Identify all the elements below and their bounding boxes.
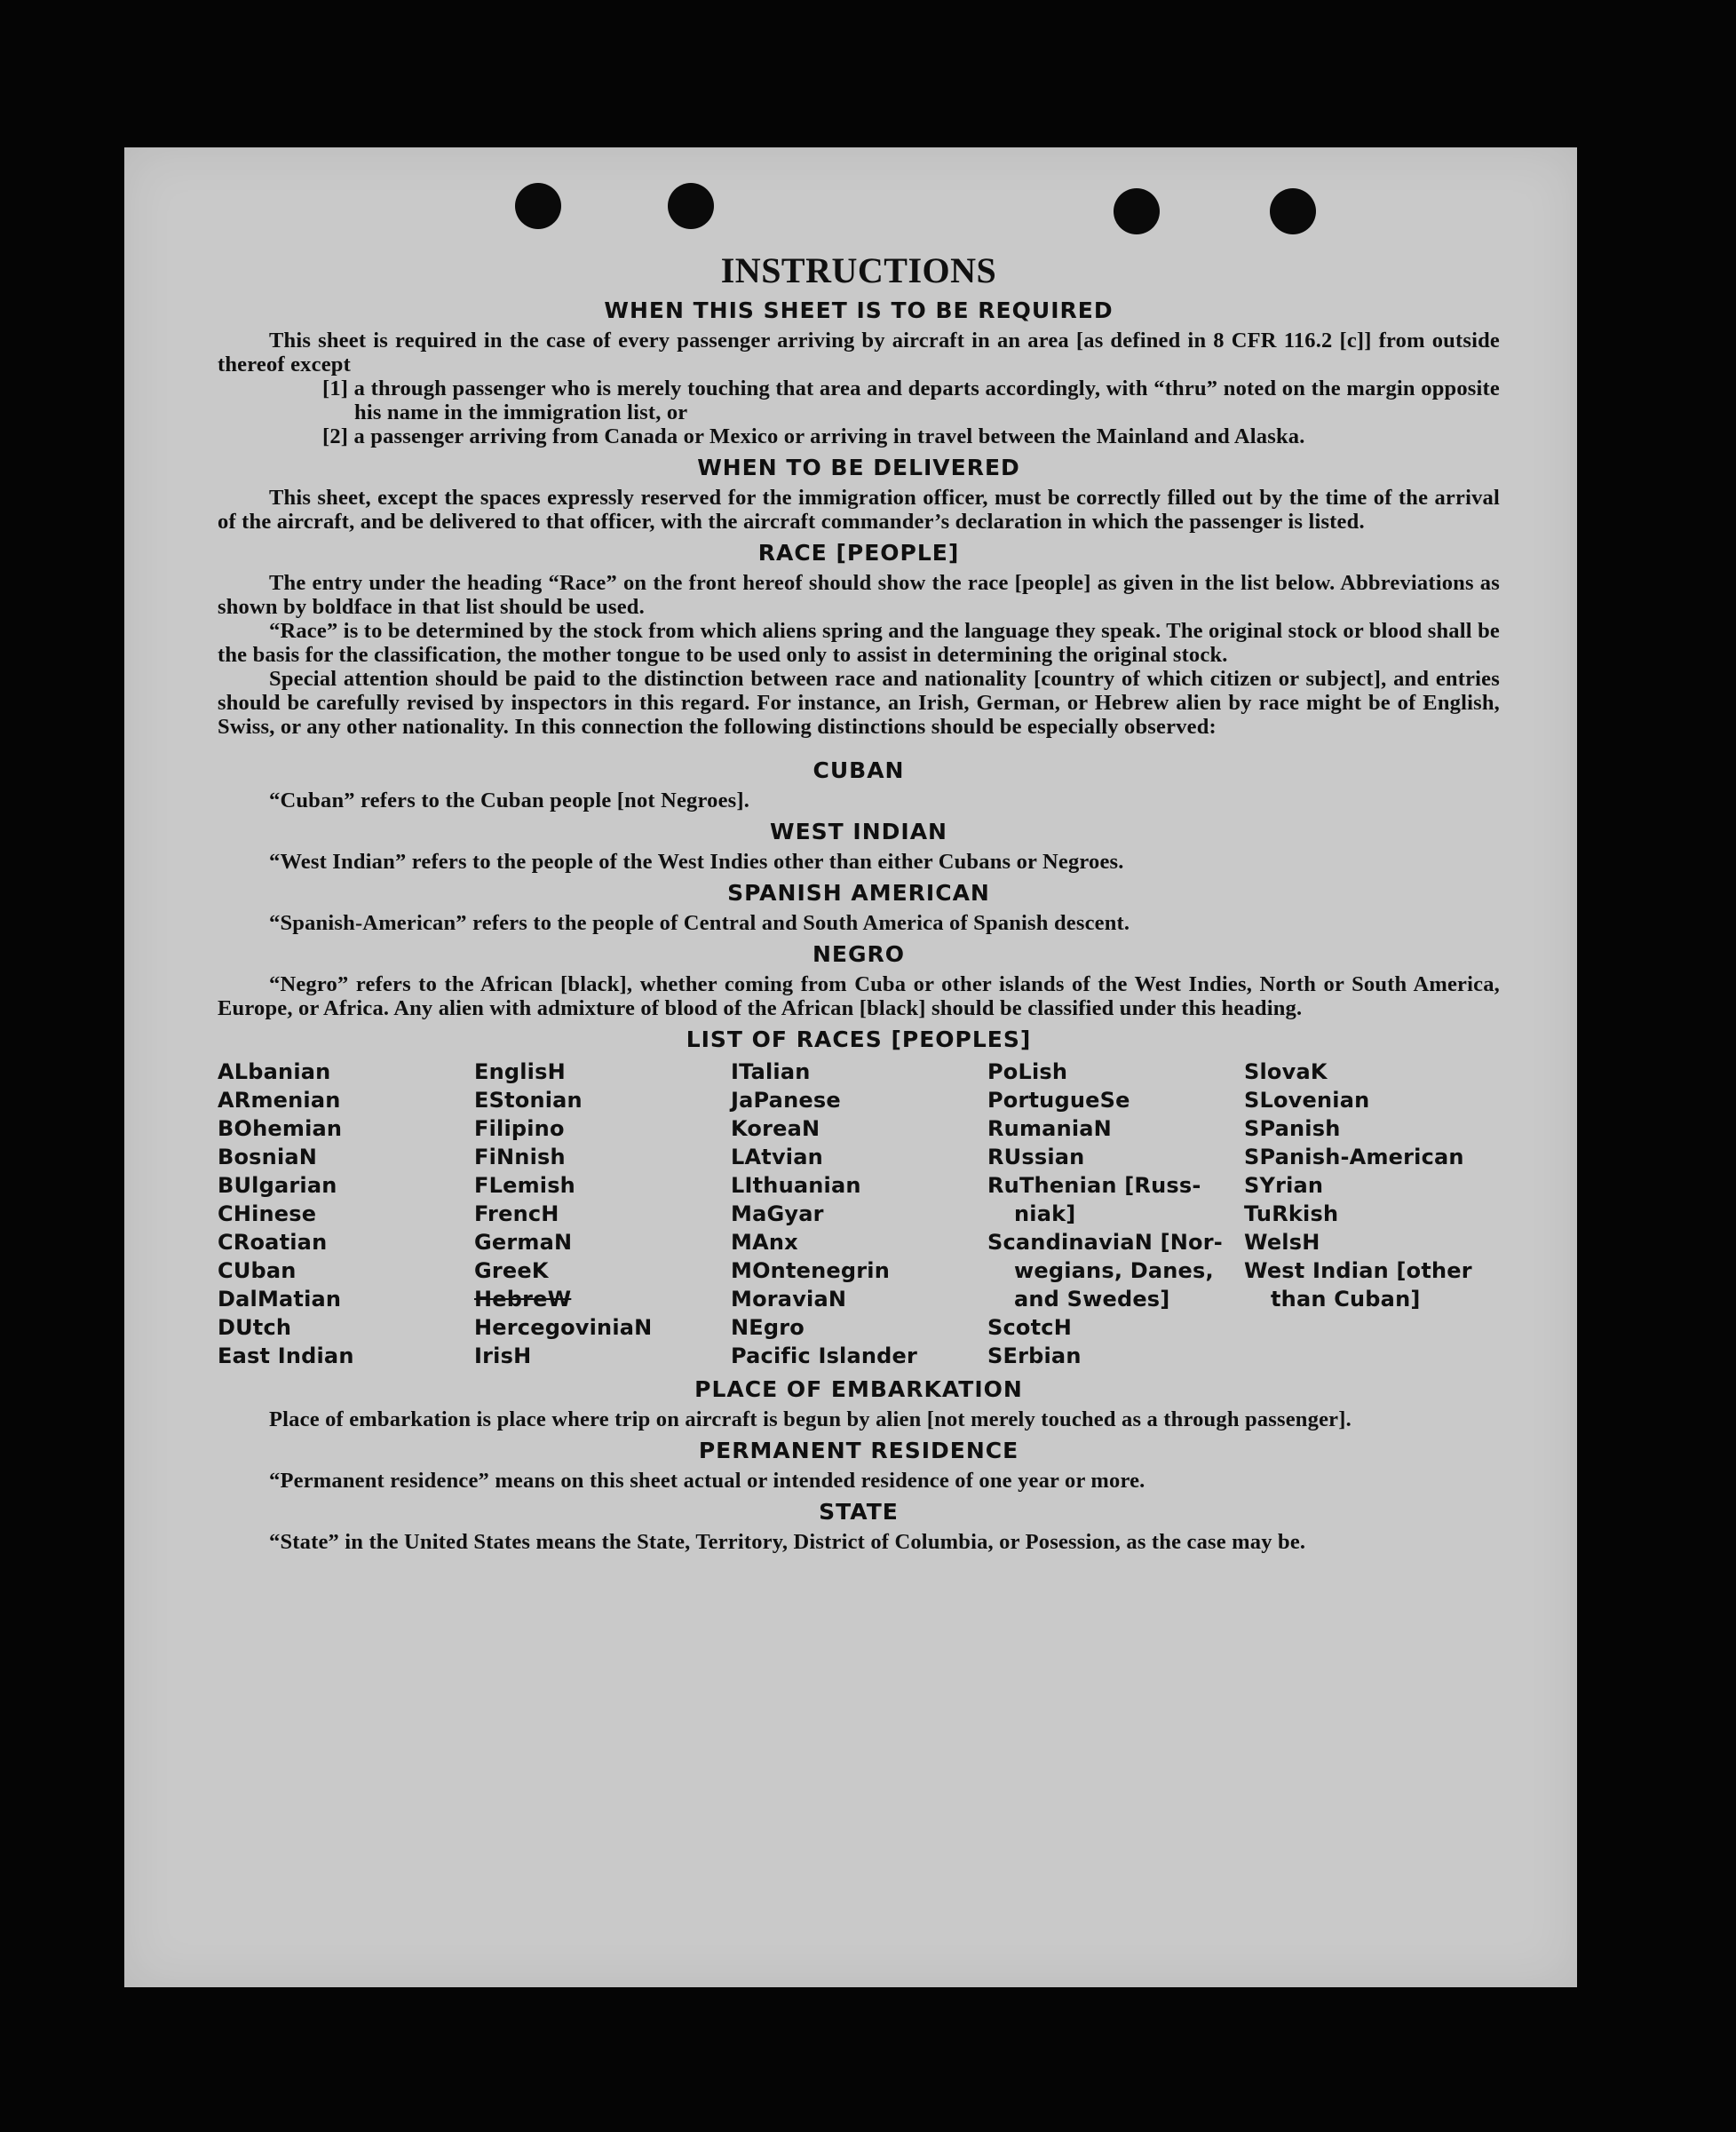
- section-heading-embarkation: PLACE OF EMBARKATION: [694, 1376, 1023, 1402]
- when-required-item-2: [2] a passenger arriving from Canada or Mexico or arriving in travel between the Mainland and Alaska.: [322, 424, 1305, 448]
- race-entry: RuThenian [Russ-: [987, 1173, 1201, 1198]
- residence-text: “Permanent residence” means on this sheet actual or intended residence of one year or more.: [269, 1469, 1145, 1493]
- punch-hole: [1114, 188, 1160, 234]
- race-entry: DalMatian: [218, 1287, 342, 1312]
- race-entry: PoLish: [987, 1059, 1068, 1084]
- section-heading-race: RACE [PEOPLE]: [757, 540, 960, 566]
- instructions-content: [218, 250, 1500, 1554]
- section-heading-west-indian: WEST INDIAN: [770, 819, 947, 844]
- race-entry: WelsH: [1244, 1230, 1320, 1255]
- embarkation-text: Place of embarkation is place where trip on aircraft is begun by alien [not merely touched as a through passenger].: [269, 1407, 1352, 1431]
- race-entry: CUban: [218, 1258, 297, 1283]
- punch-hole: [1270, 188, 1316, 234]
- race-paragraph-3: Special attention should be paid to the distinction between race and nationality [country of which citizen or subject], and entries should be carefully revised by inspectors in this regard. For instance, an Irish, German, or Hebrew alien by race might be of English, Swiss, or any other nationality. In this connection the following distinctions should be especially observed:: [218, 667, 1500, 739]
- race-entry: FrencH: [474, 1201, 559, 1226]
- race-entry: FLemish: [474, 1173, 575, 1198]
- section-heading-when-required: WHEN THIS SHEET IS TO BE REQUIRED: [604, 297, 1114, 323]
- race-entry: MaGyar: [731, 1201, 824, 1226]
- race-entry: CRoatian: [218, 1230, 328, 1255]
- punch-hole: [668, 183, 714, 229]
- state-text: “State” in the United States means the State, Territory, District of Columbia, or Posession, as the case may be.: [269, 1530, 1306, 1554]
- race-entry: Filipino: [474, 1116, 565, 1141]
- race-entry: MoraviaN: [731, 1287, 847, 1312]
- race-entry: GreeK: [474, 1258, 549, 1283]
- race-entry-continuation: niak]: [1014, 1201, 1076, 1226]
- race-entry: ScotcH: [987, 1315, 1072, 1340]
- section-heading-list-of-races: LIST OF RACES [PEOPLES]: [686, 1026, 1032, 1052]
- race-entry: PortugueSe: [987, 1088, 1130, 1113]
- race-paragraph-1: The entry under the heading “Race” on the front hereof should show the race [people] as given in the list below. Abbreviations as shown by boldface in that list should be used.: [218, 571, 1500, 619]
- race-entry: East Indian: [218, 1343, 354, 1368]
- races-column-4: [987, 1058, 1244, 1370]
- race-entry: Pacific Islander: [731, 1343, 918, 1368]
- race-entry: SErbian: [987, 1343, 1082, 1368]
- race-entry: SPanish-American: [1244, 1145, 1464, 1169]
- section-heading-when-delivered: WHEN TO BE DELIVERED: [697, 455, 1020, 480]
- race-entry: ALbanian: [218, 1059, 331, 1084]
- race-entry: ScandinaviaN [Nor-: [987, 1230, 1223, 1255]
- race-entry: MAnx: [731, 1230, 798, 1255]
- race-entry: IrisH: [474, 1343, 532, 1368]
- race-entry: DUtch: [218, 1315, 292, 1340]
- race-entry: EnglisH: [474, 1059, 566, 1084]
- race-entry: SYrian: [1244, 1173, 1324, 1198]
- race-entry-continuation: wegians, Danes,: [1014, 1258, 1214, 1283]
- race-entry-continuation: and Swedes]: [1014, 1287, 1170, 1312]
- race-entry: SLovenian: [1244, 1088, 1370, 1113]
- race-entry: BUlgarian: [218, 1173, 337, 1198]
- race-entry: FiNnish: [474, 1145, 566, 1169]
- west-indian-text: “West Indian” refers to the people of the West Indies other than either Cubans or Negroes.: [269, 850, 1124, 874]
- race-entry: MOntenegrin: [731, 1258, 891, 1283]
- when-required-item-1: [1] a through passenger who is merely touching that area and departs accordingly, with “thru” noted on the margin opposite his name in the immigration list, or: [322, 376, 1500, 424]
- races-column-1: [218, 1058, 474, 1370]
- race-entry: West Indian [other: [1244, 1258, 1472, 1283]
- race-entry: NEgro: [731, 1315, 805, 1340]
- race-entry: SPanish: [1244, 1116, 1341, 1141]
- section-heading-state: STATE: [819, 1499, 899, 1525]
- race-entry: BOhemian: [218, 1116, 343, 1141]
- races-column-3: [731, 1058, 987, 1370]
- races-column-5: [1244, 1058, 1500, 1370]
- race-entry: LIthuanian: [731, 1173, 861, 1198]
- race-entry: JaPanese: [731, 1088, 841, 1113]
- race-entry: KoreaN: [731, 1116, 820, 1141]
- section-heading-cuban: CUBAN: [813, 757, 905, 783]
- race-entry-continuation: than Cuban]: [1271, 1287, 1421, 1312]
- race-paragraph-2: “Race” is to be determined by the stock from which aliens spring and the language they speak. The original stock or blood shall be the basis for the classification, the mother tongue to be used only to assist in determining the original stock.: [218, 619, 1500, 667]
- section-heading-residence: PERMANENT RESIDENCE: [698, 1438, 1019, 1463]
- race-entry: CHinese: [218, 1201, 317, 1226]
- page-title: INSTRUCTIONS: [720, 250, 997, 290]
- race-entry: GermaN: [474, 1230, 573, 1255]
- negro-text: “Negro” refers to the African [black], whether coming from Cuba or other islands of the West Indies, North or South America, Europe, or Africa. Any alien with admixture of blood of the African [black] should be classified under this heading.: [218, 972, 1500, 1020]
- races-list: [218, 1058, 1500, 1370]
- races-column-2: [474, 1058, 731, 1370]
- race-entry: EStonian: [474, 1088, 583, 1113]
- race-entry: ARmenian: [218, 1088, 341, 1113]
- cuban-text: “Cuban” refers to the Cuban people [not Negroes].: [269, 789, 750, 812]
- race-entry: SlovaK: [1244, 1059, 1328, 1084]
- race-entry-struck: HebreW: [474, 1287, 572, 1312]
- spanish-american-text: “Spanish-American” refers to the people of Central and South America of Spanish descent.: [269, 911, 1130, 935]
- section-heading-spanish-american: SPANISH AMERICAN: [727, 880, 990, 906]
- when-required-intro: This sheet is required in the case of every passenger arriving by aircraft in an area [as defined in 8 CFR 116.2 [c]] from outside thereof except: [218, 329, 1500, 376]
- section-heading-negro: NEGRO: [812, 941, 906, 967]
- race-entry: RumaniaN: [987, 1116, 1112, 1141]
- race-entry: ITalian: [731, 1059, 811, 1084]
- race-entry: HercegoviniaN: [474, 1315, 653, 1340]
- race-entry: LAtvian: [731, 1145, 823, 1169]
- document-sheet: [124, 147, 1577, 1987]
- race-entry: TuRkish: [1244, 1201, 1339, 1226]
- punch-hole: [515, 183, 561, 229]
- race-entry: BosniaN: [218, 1145, 318, 1169]
- race-entry: RUssian: [987, 1145, 1085, 1169]
- when-delivered-text: This sheet, except the spaces expressly reserved for the immigration officer, must be correctly filled out by the time of the arrival of the aircraft, and be delivered to that officer, with the aircraft commander’s declaration in which the passenger is listed.: [218, 486, 1500, 534]
